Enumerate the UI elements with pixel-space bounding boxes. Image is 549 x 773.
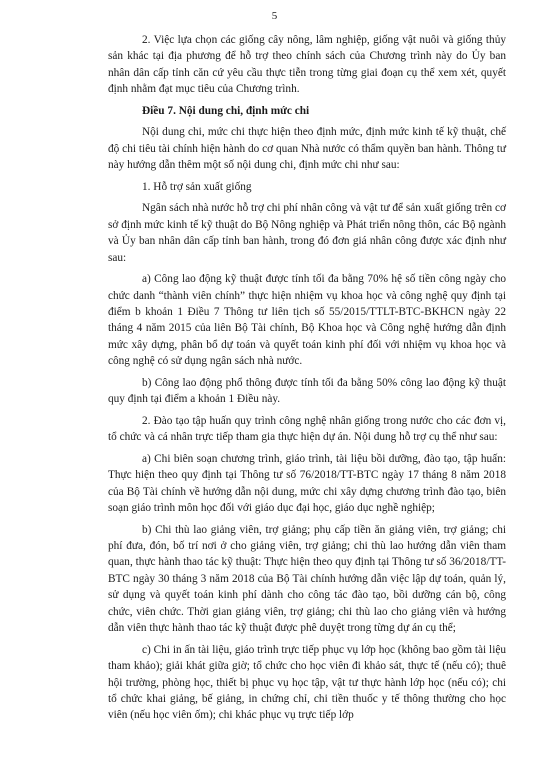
clause-2-training: 2. Đào tạo tập huấn quy trình công nghệ nhân giống trong nước cho các đơn vị, tổ chức và cá nhân trực tiếp tham gia thực hiện dự án. Nội dung hỗ trợ cụ thể như sau: xyxy=(108,414,506,444)
document-body xyxy=(108,32,506,729)
clause-1b-common-labor: b) Công lao động phổ thông được tính tối đa bằng 50% công lao động kỹ thuật quy định tại điểm a khoản 1 Điều này. xyxy=(108,376,506,406)
clause-2a-curriculum: a) Chi biên soạn chương trình, giáo trình, tài liệu bồi dưỡng, đào tạo, tập huấn: Thực hiện theo quy định tại Thông tư số 76/2018/TT-BTC ngày 17 tháng 8 năm 2018 của Bộ Tài chính về hướng dẫn nội dung, mức chi xây dựng chương trình đào tạo, biên soạn giáo trình môn học đối với giáo dục đại học, giáo dục nghề nghiệp; xyxy=(108,452,506,515)
clause-2b-lecturer-pay: b) Chi thù lao giảng viên, trợ giảng; phụ cấp tiền ăn giảng viên, trợ giảng; chi phí đưa, đón, bố trí nơi ở cho giảng viên, trợ giảng; chi thù lao hướng dẫn viên tham quan, thực hành thao tác kỹ thuật: Thực hiện theo quy định tại Thông tư số 36/2018/TT-BTC ngày 30 tháng 3 năm 2018 của Bộ Tài chính hướng dẫn việc lập dự toán, quản lý, sử dụng và quyết toán kinh phí dành cho công tác đào tạo, bồi dưỡng cán bộ, công chức, viên chức. Thời gian giảng viên, trợ giảng; chi thù lao cho giảng viên và hướng dẫn viên thực hành thao tác kỹ thuật được phê duyệt trong từng dự án cụ thể; xyxy=(108,523,506,635)
clause-1-heading: 1. Hỗ trợ sản xuất giống xyxy=(142,180,252,193)
paragraph-budget-support: Ngân sách nhà nước hỗ trợ chi phí nhân công và vật tư để sản xuất giống trên cơ sở định mức kinh tế kỹ thuật do Bộ Nông nghiệp và Phát triển nông thôn, các Bộ ngành và Ủy ban nhân dân cấp tỉnh ban hành, trong đó đơn giá nhân công được xác định như sau: xyxy=(108,202,506,264)
article-7-heading: Điều 7. Nội dung chi, định mức chi xyxy=(142,104,310,117)
page-number: 5 xyxy=(271,10,278,22)
clause-1a-technical-labor: a) Công lao động kỹ thuật được tính tối đa bằng 70% hệ số tiền công ngày cho chức danh “thành viên chính” thực hiện nhiệm vụ khoa học và công nghệ quy định tại điểm b khoản 1 Điều 7 Thông tư liên tịch số 55/2015/TTLT-BTC-BKHCN ngày 22 tháng 4 năm 2015 của liên Bộ Tài chính, Bộ Khoa học và Công nghệ hướng dẫn định mức xây dựng, phân bổ dự toán và quyết toán kinh phí đối với nhiệm vụ khoa học và công nghệ có sử dụng ngân sách nhà nước. xyxy=(108,273,506,368)
clause-2c-printing: c) Chi in ấn tài liệu, giáo trình trực tiếp phục vụ lớp học (không bao gồm tài liệu tham khảo); giải khát giữa giờ; tổ chức cho học viên đi khảo sát, thực tế (nếu có); thuê hội trường, phòng học, thiết bị phục vụ học tập, vật tư thực hành lớp học (nếu có); chi tổ chức khai giảng, bế giảng, in chứng chỉ, chi tiền thuốc y tế thông thường cho học viên (nếu học viên ốm); chi khác phục vụ trực tiếp lớp xyxy=(108,643,506,722)
paragraph-article-7-intro: Nội dung chi, mức chi thực hiện theo định mức, định mức kinh tế kỹ thuật, chế độ chi tiêu tài chính hiện hành do cơ quan Nhà nước có thẩm quyền ban hành. Thông tư này hướng dẫn thêm một số nội dung chi, định mức chi như sau: xyxy=(108,126,506,172)
paragraph-2-seed-selection: 2. Việc lựa chọn các giống cây nông, lâm nghiệp, giống vật nuôi và giống thủy sản khác tại địa phương để hỗ trợ theo chính sách của Chương trình này do Ủy ban nhân dân cấp tỉnh căn cứ yêu cầu thực tiễn trong từng giai đoạn cụ thể xem xét, quyết định nhằm đạt mục tiêu của Chương trình. xyxy=(108,34,506,96)
